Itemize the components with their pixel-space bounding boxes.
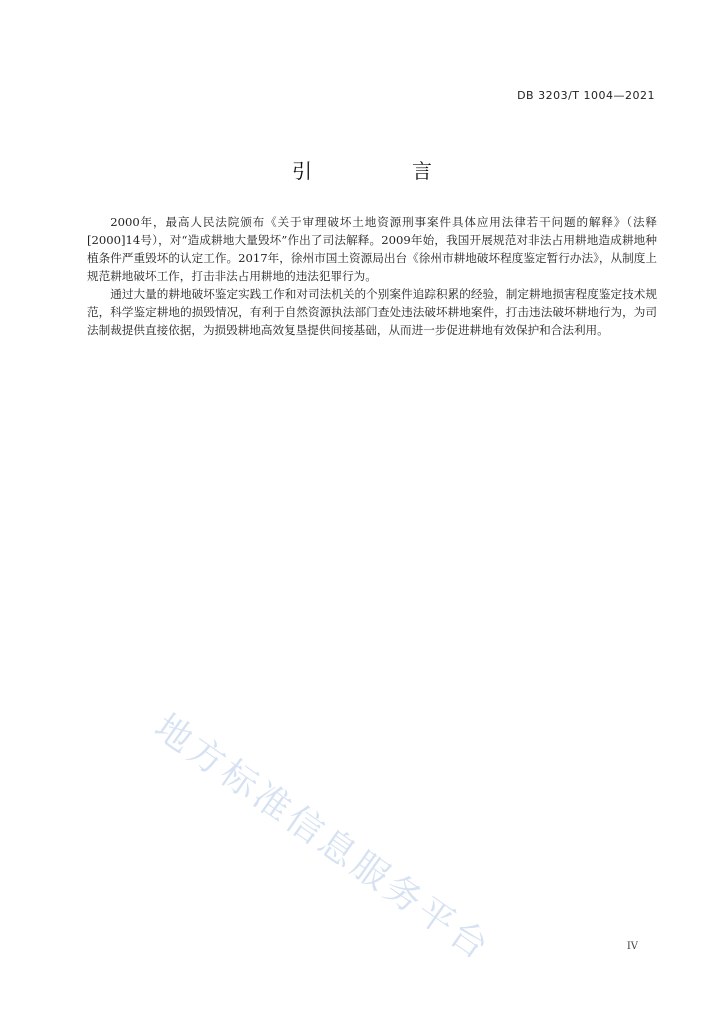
watermark: 地方标准信息服务平台 xyxy=(146,706,499,970)
page-title: 引 言 xyxy=(292,159,472,183)
body-text xyxy=(87,213,657,339)
paragraph-1: 2000年，最高人民法院颁布《关于审理破坏土地资源刑事案件具体应用法律若干问题的解释》（法释[2000]14号），对“造成耕地大量毁坏”作出了司法解释。2009年始，我国开展规范对非法占用耕地造成耕地种植条件严重毁坏的认定工作。2017年，徐州市国土资源局出台《徐州市耕地破坏程度鉴定暂行办法》，从制度上规范耕地破坏工作，打击非法占用耕地的违法犯罪行为。 xyxy=(87,215,657,283)
page-number: IV xyxy=(626,941,638,952)
document-code: DB 3203/T 1004—2021 xyxy=(517,89,655,102)
paragraph-2: 通过大量的耕地破坏鉴定实践工作和对司法机关的个别案件追踪积累的经验，制定耕地损害程度鉴定技术规范，科学鉴定耕地的损毁情况，有利于自然资源执法部门查处违法破坏耕地案件，打击违法破坏耕地行为，为司法制裁提供直接依据，为损毁耕地高效复垦提供间接基础，从而进一步促进耕地有效保护和合法利用。 xyxy=(87,287,657,337)
